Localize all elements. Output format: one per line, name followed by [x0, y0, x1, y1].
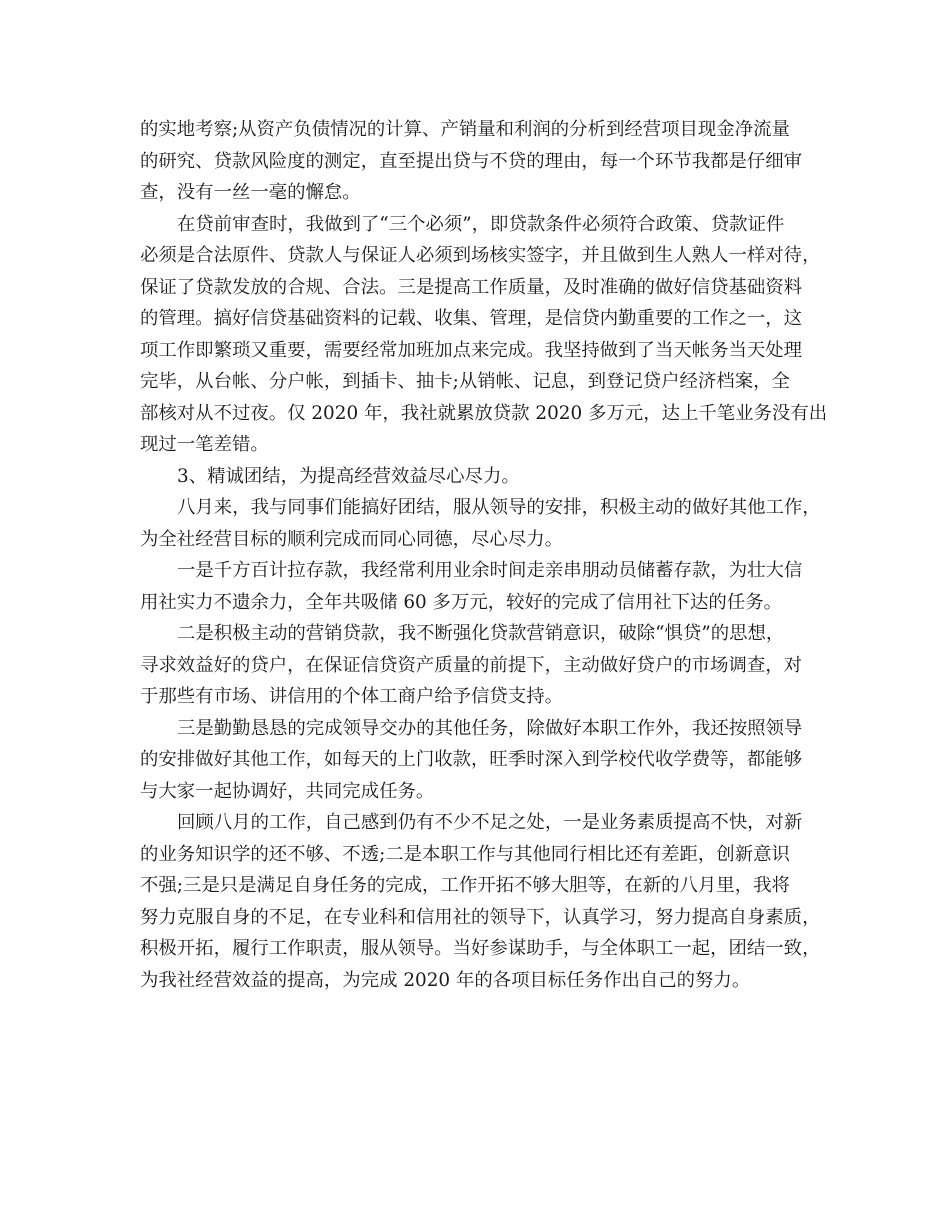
text-line: 的安排做好其他工作，如每天的上门收款，旺季时深入到学校代收学费等，都能够: [140, 749, 803, 770]
text-line: 用社实力不遗余力，全年共吸储 60 多万元，较好的完成了信用社下达的任务。: [140, 591, 782, 613]
text-line: 必须是合法原件、贷款人与保证人必须到场核实签字，并且做到生人熟人一样对待，: [140, 245, 821, 266]
paragraph-first-line: 二是积极主动的营销贷款，我不断强化贷款营销意识，破除“惧贷”的思想，: [177, 623, 785, 644]
text-line: 与大家一起协调好，共同完成任务。: [140, 780, 435, 802]
text-line: 现过一笔差错。: [140, 434, 269, 455]
text-line: 的业务知识学的还不够、不透;二是本职工作与其他同行相比还有差距，创新意识: [140, 843, 790, 865]
text-line: 项工作即繁琐又重要，需要经常加班加点来完成。我坚持做到了当天帐务当天处理: [140, 339, 803, 361]
paragraph-first-line: 回顾八月的工作，自己感到仍有不少不足之处，一是业务素质提高不快，对新: [177, 812, 803, 833]
text-line: 的研究、贷款风险度的测定，直至提出贷与不贷的理由，每一个环节我都是仔细审: [140, 150, 803, 172]
paragraph-first-line: 三是勤勤恳恳的完成领导交办的其他任务，除做好本职工作外，我还按照领导: [177, 717, 803, 739]
text-line: 为我社经营效益的提高，为完成 2020 年的各项目标任务作出自己的努力。: [140, 969, 751, 991]
text-line: 为全社经营目标的顺利完成而同心同德，尽心尽力。: [140, 528, 563, 550]
text-line: 的实地考察;从资产负债情况的计算、产销量和利润的分析到经营项目现金净流量: [140, 119, 790, 140]
text-line: 查，没有一丝一毫的懈怠。: [140, 182, 361, 203]
text-line: 部核对从不过夜。仅 2020 年，我社就累放贷款 2020 多万元，达上千笔业务没有出: [140, 402, 828, 424]
text-line: 努力克服自身的不足，在专业科和信用社的领导下，认真学习，努力提高自身素质，: [140, 906, 821, 928]
text-line: 保证了贷款发放的合规、合法。三是提高工作质量，及时准确的做好信贷基础资料: [140, 276, 803, 298]
section-heading: 3、精诚团结，为提高经营效益尽心尽力。: [177, 465, 520, 487]
text-line: 于那些有市场、讲信用的个体工商户给予信贷支持。: [140, 686, 563, 707]
paragraph-first-line: 八月来，我与同事们能搞好团结，服从领导的安排，积极主动的做好其他工作，: [177, 497, 821, 518]
document-body: [140, 114, 828, 996]
paragraph-first-line: 一是千方百计拉存款，我经常利用业余时间走亲串朋动员储蓄存款，为壮大信: [177, 560, 803, 581]
paragraph-first-line: 在贷前审查时，我做到了“三个必须”，即贷款条件必须符合政策、贷款证件: [177, 213, 785, 235]
text-line: 完毕，从台帐、分户帐，到插卡、抽卡;从销帐、记息，到登记贷户经济档案，全: [140, 371, 790, 392]
text-line: 寻求效益好的贷户，在保证信贷资产质量的前提下，主动做好贷户的市场调查，对: [140, 654, 803, 676]
text-line: 的管理。搞好信贷基础资料的记载、收集、管理，是信贷内勤重要的工作之一，这: [140, 308, 803, 329]
text-line: 积极开拓，履行工作职责，服从领导。当好参谋助手，与全体职工一起，团结一致，: [140, 938, 821, 959]
text-line: 不强;三是只是满足自身任务的完成，工作开拓不够大胆等，在新的八月里，我将: [140, 875, 790, 896]
